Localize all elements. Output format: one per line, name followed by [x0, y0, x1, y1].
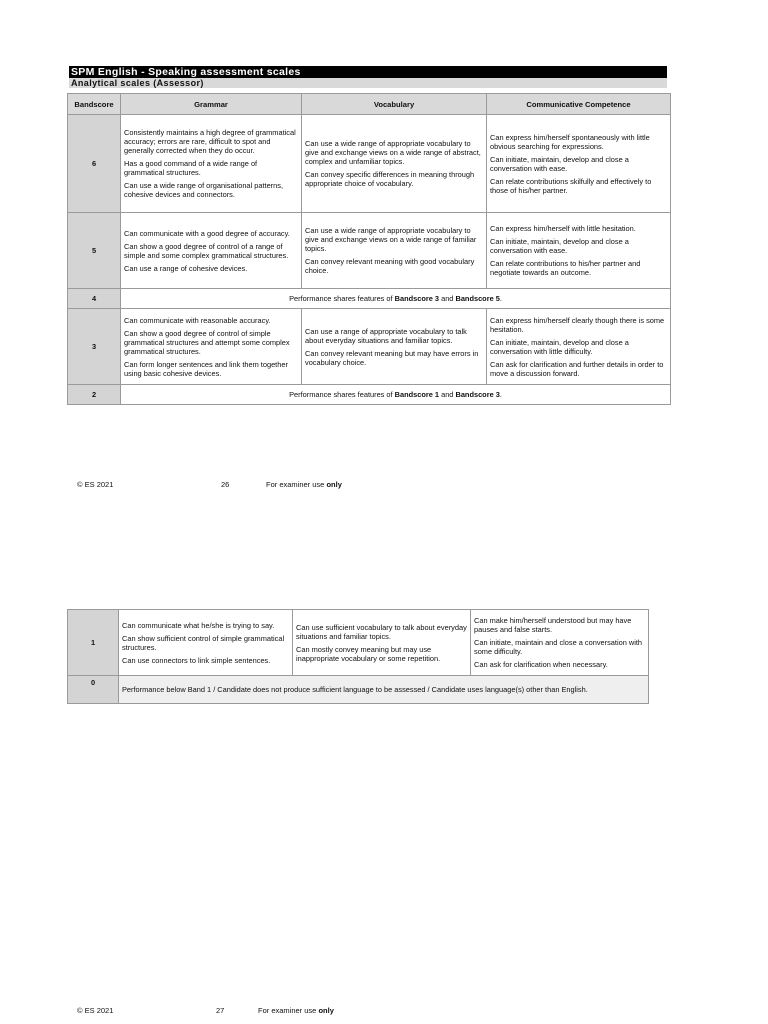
- band-2-text: Performance shares features of: [289, 390, 395, 399]
- band-4-text: .: [499, 294, 502, 303]
- band-2-ref-b: Bandscore 3: [455, 390, 500, 399]
- band-1-vocabulary-line: Can use sufficient vocabulary to talk about everyday situations and familiar topics.: [296, 622, 467, 641]
- bandscore-5: 5: [68, 213, 121, 289]
- band-1-competence-line: Can ask for clarification when necessary.: [474, 660, 608, 669]
- bandscore-3: 3: [68, 309, 121, 385]
- table-row-band-0: [68, 676, 649, 704]
- band-3-grammar-line: Can communicate with reasonable accuracy.: [124, 315, 271, 325]
- band-6-grammar-line: Has a good command of a wide range of grammatical structures.: [124, 159, 258, 177]
- band-6-grammar-line: Can use a wide range of organisational patterns, cohesive devices and connectors.: [124, 181, 283, 199]
- band-0-description: Performance below Band 1 / Candidate does not produce sufficient language to be assessed / Candidate uses language(s) other than English.: [119, 676, 649, 704]
- band-5-grammar-line: Can show a good degree of control of a range of simple and some complex grammatical structures.: [124, 241, 289, 260]
- bandscore-1: 1: [68, 610, 119, 676]
- band-4-ref-a: Bandscore 3: [394, 294, 440, 303]
- bandscore-2: 2: [68, 385, 121, 405]
- band-4-ref-b: Bandscore 5: [455, 294, 500, 303]
- band-5-grammar-line: Can use a range of cohesive devices.: [124, 263, 248, 273]
- band-6-competence: [487, 115, 671, 213]
- band-5-competence-line: Can express him/herself with little hesitation.: [490, 224, 636, 233]
- band-1-vocabulary-line: Can mostly convey meaning but may use inappropriate vocabulary or some repetition.: [296, 644, 441, 663]
- band-5-vocabulary-line: Can convey relevant meaning with good vocabulary choice.: [305, 257, 475, 275]
- band-5-vocabulary: [302, 213, 487, 289]
- band-6-competence-line: Can express him/herself spontaneously with little obvious searching for expressions.: [490, 132, 650, 151]
- band-1-competence-line: Can make him/herself understood but may have pauses and false starts.: [474, 616, 632, 634]
- band-1-grammar-line: Can show sufficient control of simple grammatical structures.: [122, 633, 285, 652]
- table-row-band-6: [68, 115, 671, 213]
- footer-copyright: © ES 2021: [77, 480, 114, 489]
- band-3-grammar: [121, 309, 302, 385]
- band-3-grammar-line: Can show a good degree of control of simple grammatical structures and attempt some complex grammatical structures.: [124, 328, 290, 356]
- header-bandscore: Bandscore: [68, 94, 121, 115]
- band-1-grammar-line: Can use connectors to link simple sentences.: [122, 655, 271, 665]
- band-5-grammar-line: Can communicate with a good degree of accuracy.: [124, 228, 290, 238]
- band-1-competence-line: Can initiate, maintain and close a conversation with some difficulty.: [474, 638, 643, 656]
- band-2-description: [121, 385, 671, 405]
- header-communicative-competence: Communicative Competence: [487, 94, 671, 115]
- bandscore-6: 6: [68, 115, 121, 213]
- table-row-band-4: [68, 289, 671, 309]
- band-2-text: and: [439, 390, 456, 399]
- header-vocabulary: Vocabulary: [302, 94, 487, 115]
- footer-note-26: [266, 480, 342, 489]
- table-row-band-5: [68, 213, 671, 289]
- band-2-text: .: [499, 390, 502, 399]
- page-subtitle: Analytical scales (Assessor): [69, 78, 667, 88]
- footer-note-bold: only: [318, 1006, 334, 1015]
- band-4-description: [121, 289, 671, 309]
- band-3-vocabulary-line: Can convey relevant meaning but may have errors in vocabulary choice.: [305, 348, 479, 367]
- band-1-competence: [471, 610, 649, 676]
- band-4-text: Performance shares features of: [289, 294, 395, 303]
- band-6-competence-line: Can relate contributions skilfully and effectively to those of his/her partner.: [490, 176, 652, 195]
- footer-note-text: For examiner use: [266, 480, 327, 489]
- band-6-grammar-line: Consistently maintains a high degree of grammatical accuracy; errors are rare, difficult to spot and generally corrected when they do occur.: [124, 128, 296, 155]
- band-6-vocabulary-line: Can use a wide range of appropriate vocabulary to give and exchange views on a wide range of abstract, complex and unfamiliar topics.: [305, 139, 481, 166]
- band-3-competence-line: Can ask for clarification and further details in order to move a discussion forward.: [490, 359, 664, 378]
- page-number-26: 26: [221, 480, 230, 489]
- page-number-27: 27: [216, 1006, 225, 1015]
- band-3-grammar-line: Can form longer sentences and link them together using basic cohesive devices.: [124, 359, 288, 378]
- band-2-ref-a: Bandscore 1: [394, 390, 440, 399]
- band-4-text: and: [439, 294, 456, 303]
- band-1-grammar-line: Can communicate what he/she is trying to say.: [122, 620, 275, 630]
- band-3-competence-line: Can express him/herself clearly though there is some hesitation.: [490, 315, 665, 334]
- band-6-vocabulary-line: Can convey specific differences in meaning through appropriate choice of vocabulary.: [305, 170, 475, 188]
- band-6-competence-line: Can initiate, maintain, develop and close a conversation with ease.: [490, 154, 629, 173]
- table-row-band-1: [68, 610, 649, 676]
- bandscore-0: 0: [68, 676, 119, 704]
- header-grammar: Grammar: [121, 94, 302, 115]
- footer-copyright: © ES 2021: [77, 1006, 114, 1015]
- band-5-competence-line: Can initiate, maintain, develop and close a conversation with ease.: [490, 237, 629, 255]
- band-5-grammar: [121, 213, 302, 289]
- band-5-competence: [487, 213, 671, 289]
- band-5-competence-line: Can relate contributions to his/her partner and negotiate towards an outcome.: [490, 259, 641, 277]
- page-footer-26: [77, 480, 113, 489]
- band-5-vocabulary-line: Can use a wide range of appropriate vocabulary to give and exchange views on a wide range of familiar topics.: [305, 226, 477, 253]
- table-header-row: [68, 94, 671, 115]
- assessment-table-continued: [67, 609, 649, 704]
- table-row-band-3: [68, 309, 671, 385]
- table-row-band-2: [68, 385, 671, 405]
- footer-note-27: [258, 1006, 334, 1015]
- page-footer-27: [77, 1006, 113, 1015]
- band-1-vocabulary: [293, 610, 471, 676]
- bandscore-4: 4: [68, 289, 121, 309]
- band-3-competence-line: Can initiate, maintain, develop and close a conversation with little difficulty.: [490, 337, 629, 356]
- band-3-competence: [487, 309, 671, 385]
- band-1-grammar: [119, 610, 293, 676]
- footer-note-bold: only: [326, 480, 342, 489]
- page-title: SPM English - Speaking assessment scales: [69, 66, 667, 78]
- assessment-table: [67, 93, 671, 405]
- band-6-grammar: [121, 115, 302, 213]
- footer-note-text: For examiner use: [258, 1006, 319, 1015]
- band-6-vocabulary: [302, 115, 487, 213]
- band-3-vocabulary: [302, 309, 487, 385]
- band-3-vocabulary-line: Can use a range of appropriate vocabulary to talk about everyday situations and familiar topics.: [305, 326, 467, 345]
